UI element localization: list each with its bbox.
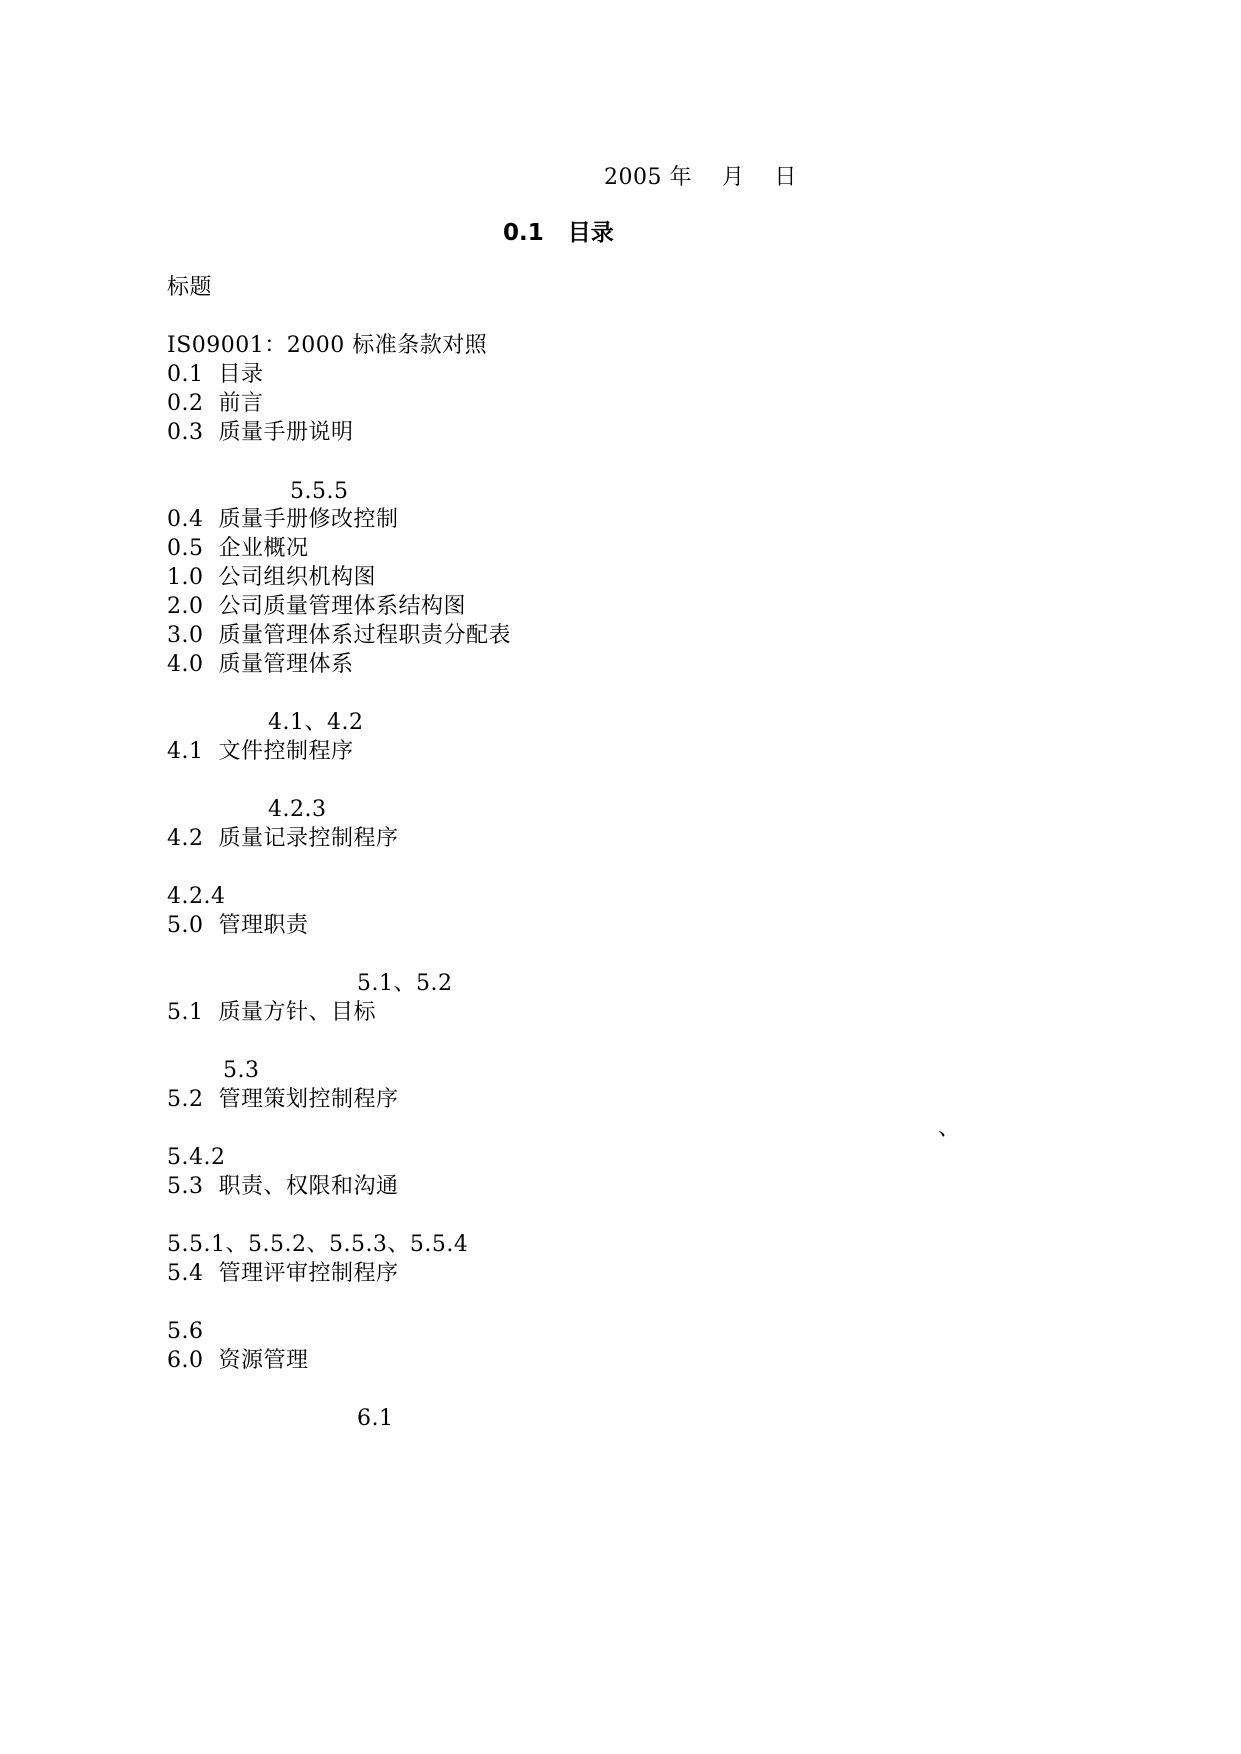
page-title: 0.1 目录: [503, 220, 614, 246]
toc-entry: 2.0 公司质量管理体系结构图: [167, 594, 466, 619]
clause-reference: 6.1: [357, 1406, 394, 1431]
clause-reference: 5.1、5.2: [357, 971, 453, 996]
toc-entry: IS09001：2000 标准条款对照: [167, 333, 488, 358]
toc-entry: 5.0 管理职责: [167, 913, 309, 938]
toc-entry: 0.2 前言: [167, 391, 264, 416]
toc-entry: 4.2 质量记录控制程序: [167, 826, 399, 851]
toc-entry: 4.0 质量管理体系: [167, 652, 354, 677]
toc-entry: 5.3 职责、权限和沟通: [167, 1174, 399, 1199]
clause-reference: 5.6: [167, 1319, 204, 1344]
toc-entry: 5.4 管理评审控制程序: [167, 1261, 399, 1286]
clause-reference: 4.2.3: [268, 797, 327, 822]
toc-entry: 3.0 质量管理体系过程职责分配表: [167, 623, 511, 648]
toc-entry: 0.4 质量手册修改控制: [167, 507, 399, 532]
stray-mark: 、: [938, 1116, 961, 1141]
toc-entry: 1.0 公司组织机构图: [167, 565, 376, 590]
toc-entry: 0.1 目录: [167, 362, 264, 387]
toc-entry: 4.1 文件控制程序: [167, 739, 354, 764]
heading-label: 标题: [167, 275, 213, 300]
toc-entry: 0.5 企业概况: [167, 536, 309, 561]
clause-reference: 4.2.4: [167, 884, 226, 909]
clause-reference: 5.3: [223, 1058, 260, 1083]
date-line: 2005 年 月 日: [604, 165, 797, 190]
clause-reference: 4.1、4.2: [268, 710, 364, 735]
clause-reference: 5.4.2: [167, 1145, 226, 1170]
clause-reference: 5.5.5: [290, 479, 349, 504]
toc-entry: 6.0 资源管理: [167, 1348, 309, 1373]
toc-entry: 5.1 质量方针、目标: [167, 1000, 376, 1025]
clause-reference: 5.5.1、5.5.2、5.5.3、5.5.4: [167, 1232, 469, 1257]
toc-entry: 0.3 质量手册说明: [167, 420, 354, 445]
toc-entry: 5.2 管理策划控制程序: [167, 1087, 399, 1112]
